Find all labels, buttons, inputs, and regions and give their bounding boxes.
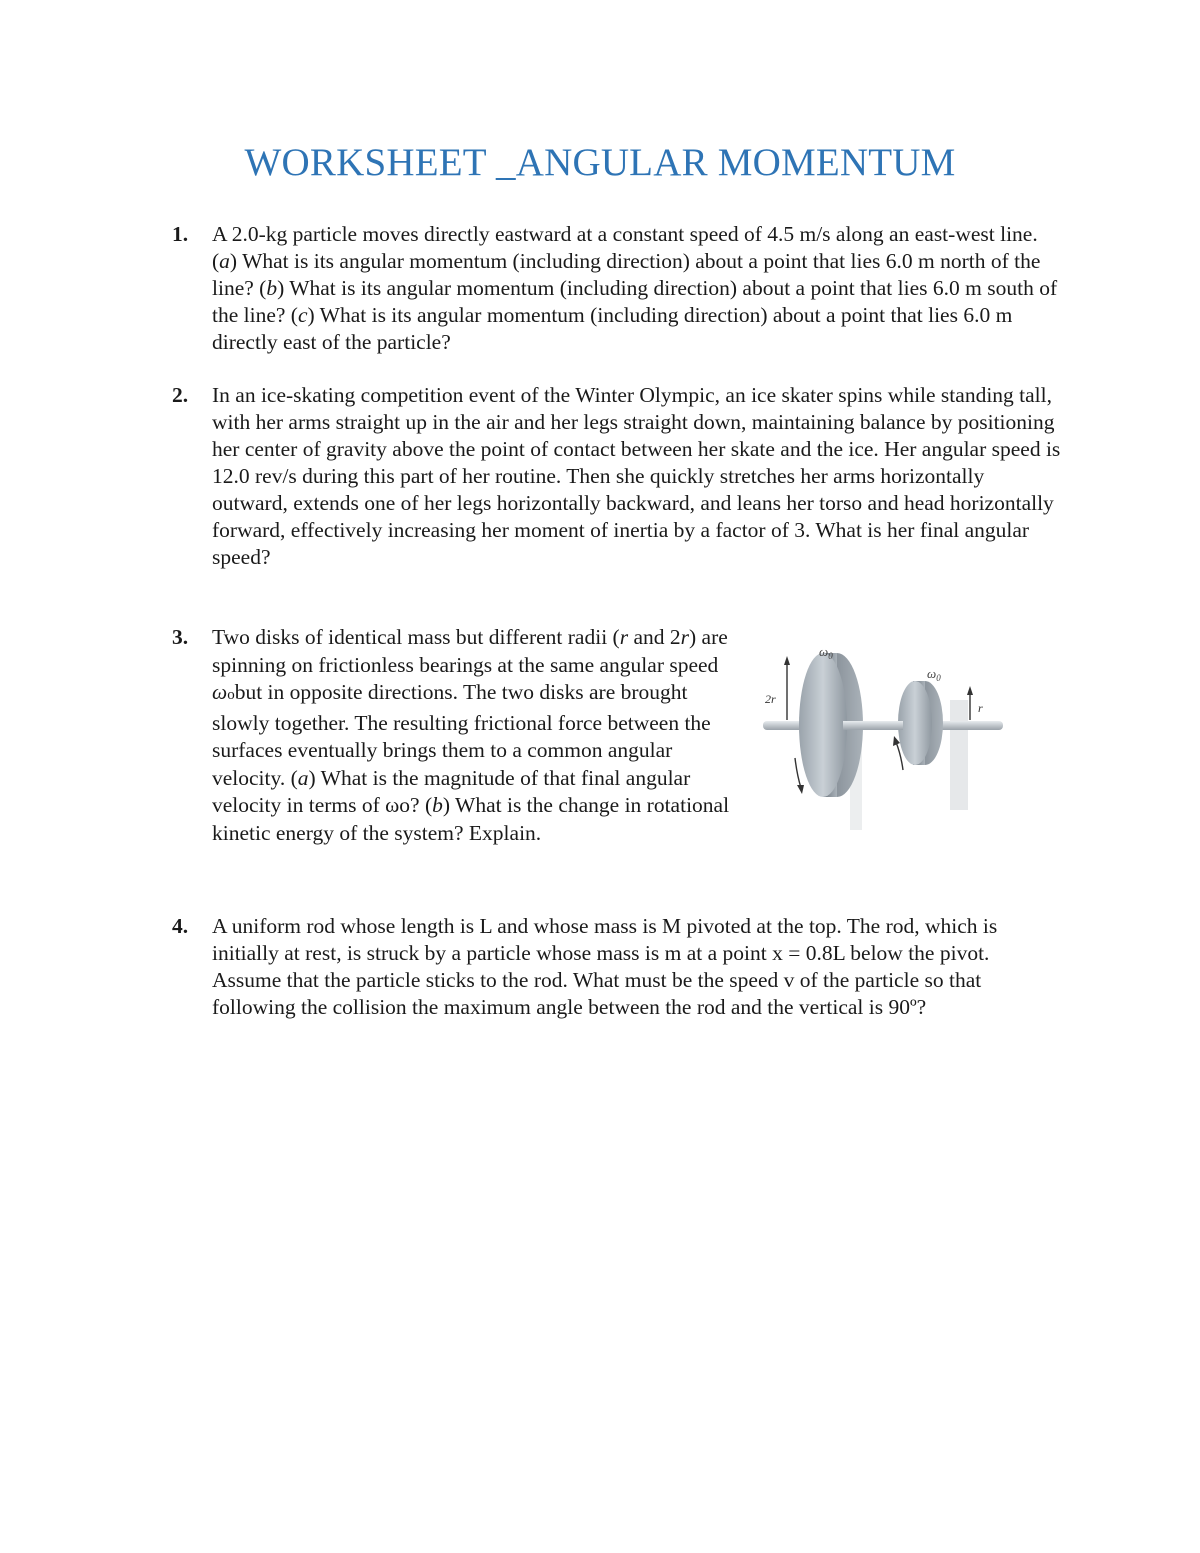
- label-omega-right: $\omega_0$: [927, 666, 941, 683]
- shadow: [950, 700, 968, 810]
- question-number: 2.: [172, 383, 189, 407]
- radius-2r-arrow: [784, 656, 790, 720]
- page-title: WORKSHEET _ANGULAR MOMENTUM: [244, 141, 956, 184]
- small-disk: [898, 681, 943, 765]
- question-number: 3.: [172, 625, 189, 649]
- label-omega-left: $\omega_0$: [819, 644, 833, 661]
- disks-figure: [755, 640, 1005, 830]
- rotation-arrow-left: [795, 758, 804, 794]
- question-text: A uniform rod whose length is L and whose mass is M pivoted at the top. The rod, which is initially at rest, is struck by a particle whose mass is m at a point x = 0.8L below the pivot. Assume that the particle sticks to the rod. What must be the speed v of the particle so that following the collision the maximum angle between the rod and the vertical is 90º?: [212, 914, 998, 1019]
- label-2r: 2r: [765, 692, 776, 706]
- question-text: A 2.0-kg particle moves directly eastward at a constant speed of 4.5 m/s along an east-west line. (a) What is its angular momentum (including direction) about a point that lies 6.0 m north of the line? (b) What is its angular momentum (including direction) about a point that lies 6.0 m south of the line? (c) What is its angular momentum (including direction) about a point that lies 6.0 m directly east of the particle?: [212, 222, 1058, 354]
- label-r: r: [978, 701, 983, 715]
- question-number: 1.: [172, 222, 189, 246]
- question-text: In an ice-skating competition event of the Winter Olympic, an ice skater spins while standing tall, with her arms straight up in the air and her legs straight down, maintaining balance by positioning her center of gravity above the point of contact between her skate and the ice. Her angular speed is 12.0 rev/s during this part of her routine. Then she quickly stretches her arms horizontally outward, extends one of her legs horizontally backward, and leans her torso and head horizontally forward, effectively increasing her moment of inertia by a factor of 3. What is her final angular speed?: [212, 383, 1061, 569]
- question-number: 4.: [172, 914, 189, 938]
- question-text: Two disks of identical mass but different radii (r and 2r) are spinning on frictionless bearings at the same angular speed ωobut in opposite directions. The two disks are brought slowly together. The resulting frictional force between the surfaces eventually brings them to a common angular velocity. (a) What is the magnitude of that final angular velocity in terms of ωo? (b) What is the change in rotational kinetic energy of the system? Explain.: [212, 625, 730, 845]
